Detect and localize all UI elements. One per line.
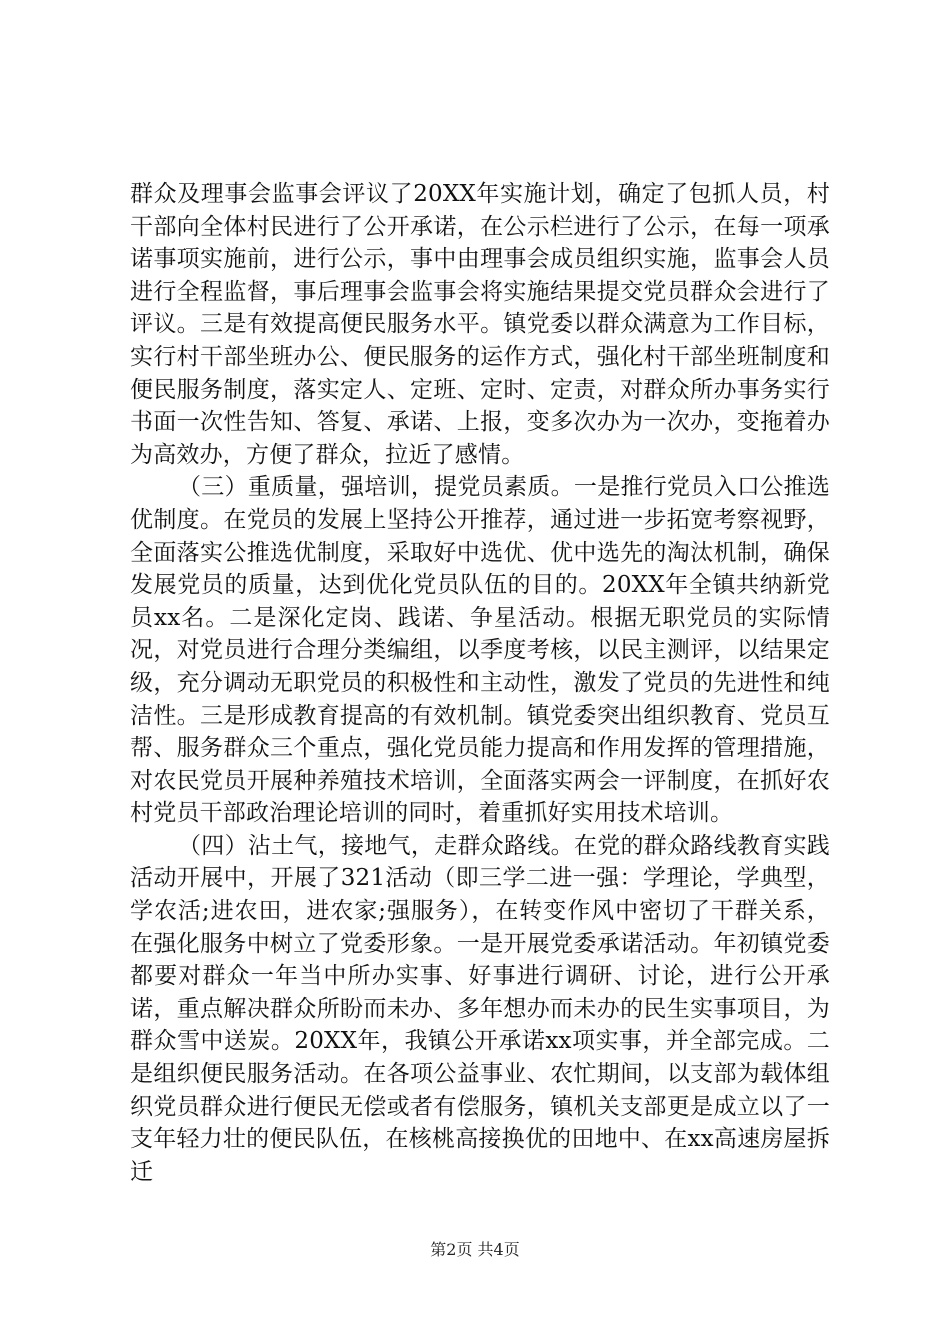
paragraph-2: （三）重质量，强培训，提党员素质。一是推行党员入口公推选优制度。在党员的发展上坚持公开推荐，通过进一步拓宽考察视野，全面落实公推选优制度，采取好中选优、优中选先的淘汰机制，确保发展党员的质量，达到优化党员队伍的目的。20XX年全镇共纳新党员xx名。二是深化定岗、践诺、争星活动。根据无职党员的实际情况，对党员进行合理分类编组，以季度考核，以民主测评，以结果定级，充分调动无职党员的积极性和主动性，激发了党员的先进性和纯洁性。三是形成教育提高的有效机制。镇党委突出组织教育、党员互帮、服务群众三个重点，强化党员能力提高和作用发挥的管理措施，对农民党员开展种养殖技术培训，全面落实两会一评制度，在抓好农村党员干部政治理论培训的同时，着重抓好实用技术培训。 — [130, 474, 830, 827]
document-body — [130, 178, 830, 1188]
paragraph-3: （四）沾土气，接地气，走群众路线。在党的群众路线教育实践活动开展中，开展了321活动（即三学二进一强：学理论，学典型，学农活;进农田，进农家;强服务），在转变作风中密切了干群关系，在强化服务中树立了党委形象。一是开展党委承诺活动。年初镇党委都要对群众一年当中所办实事、好事进行调研、讨论，进行公开承诺，重点解决群众所盼而未办、多年想办而未办的民生实事项目，为群众雪中送炭。20XX年，我镇公开承诺xx项实事，并全部完成。二是组织便民服务活动。在各项公益事业、农忙期间，以支部为载体组织党员群众进行便民无偿或者有偿服务，镇机关支部更是成立以了一支年轻力壮的便民队伍，在核桃高接换优的田地中、在xx高速房屋拆迁 — [130, 832, 830, 1185]
page-number-footer: 第2页 共4页 — [430, 1240, 520, 1259]
paragraph-1: 群众及理事会监事会评议了20XX年实施计划，确定了包抓人员，村干部向全体村民进行了公开承诺，在公示栏进行了公示，在每一项承诺事项实施前，进行公示，事中由理事会成员组织实施，监事会人员进行全程监督，事后理事会监事会将实施结果提交党员群众会进行了评议。三是有效提高便民服务水平。镇党委以群众满意为工作目标，实行村干部坐班办公、便民服务的运作方式，强化村干部坐班制度和便民服务制度，落实定人、定班、定时、定责，对群众所办事务实行书面一次性告知、答复、承诺、上报，变多次办为一次办，变拖着办为高效办，方便了群众，拉近了感情。 — [130, 181, 830, 468]
